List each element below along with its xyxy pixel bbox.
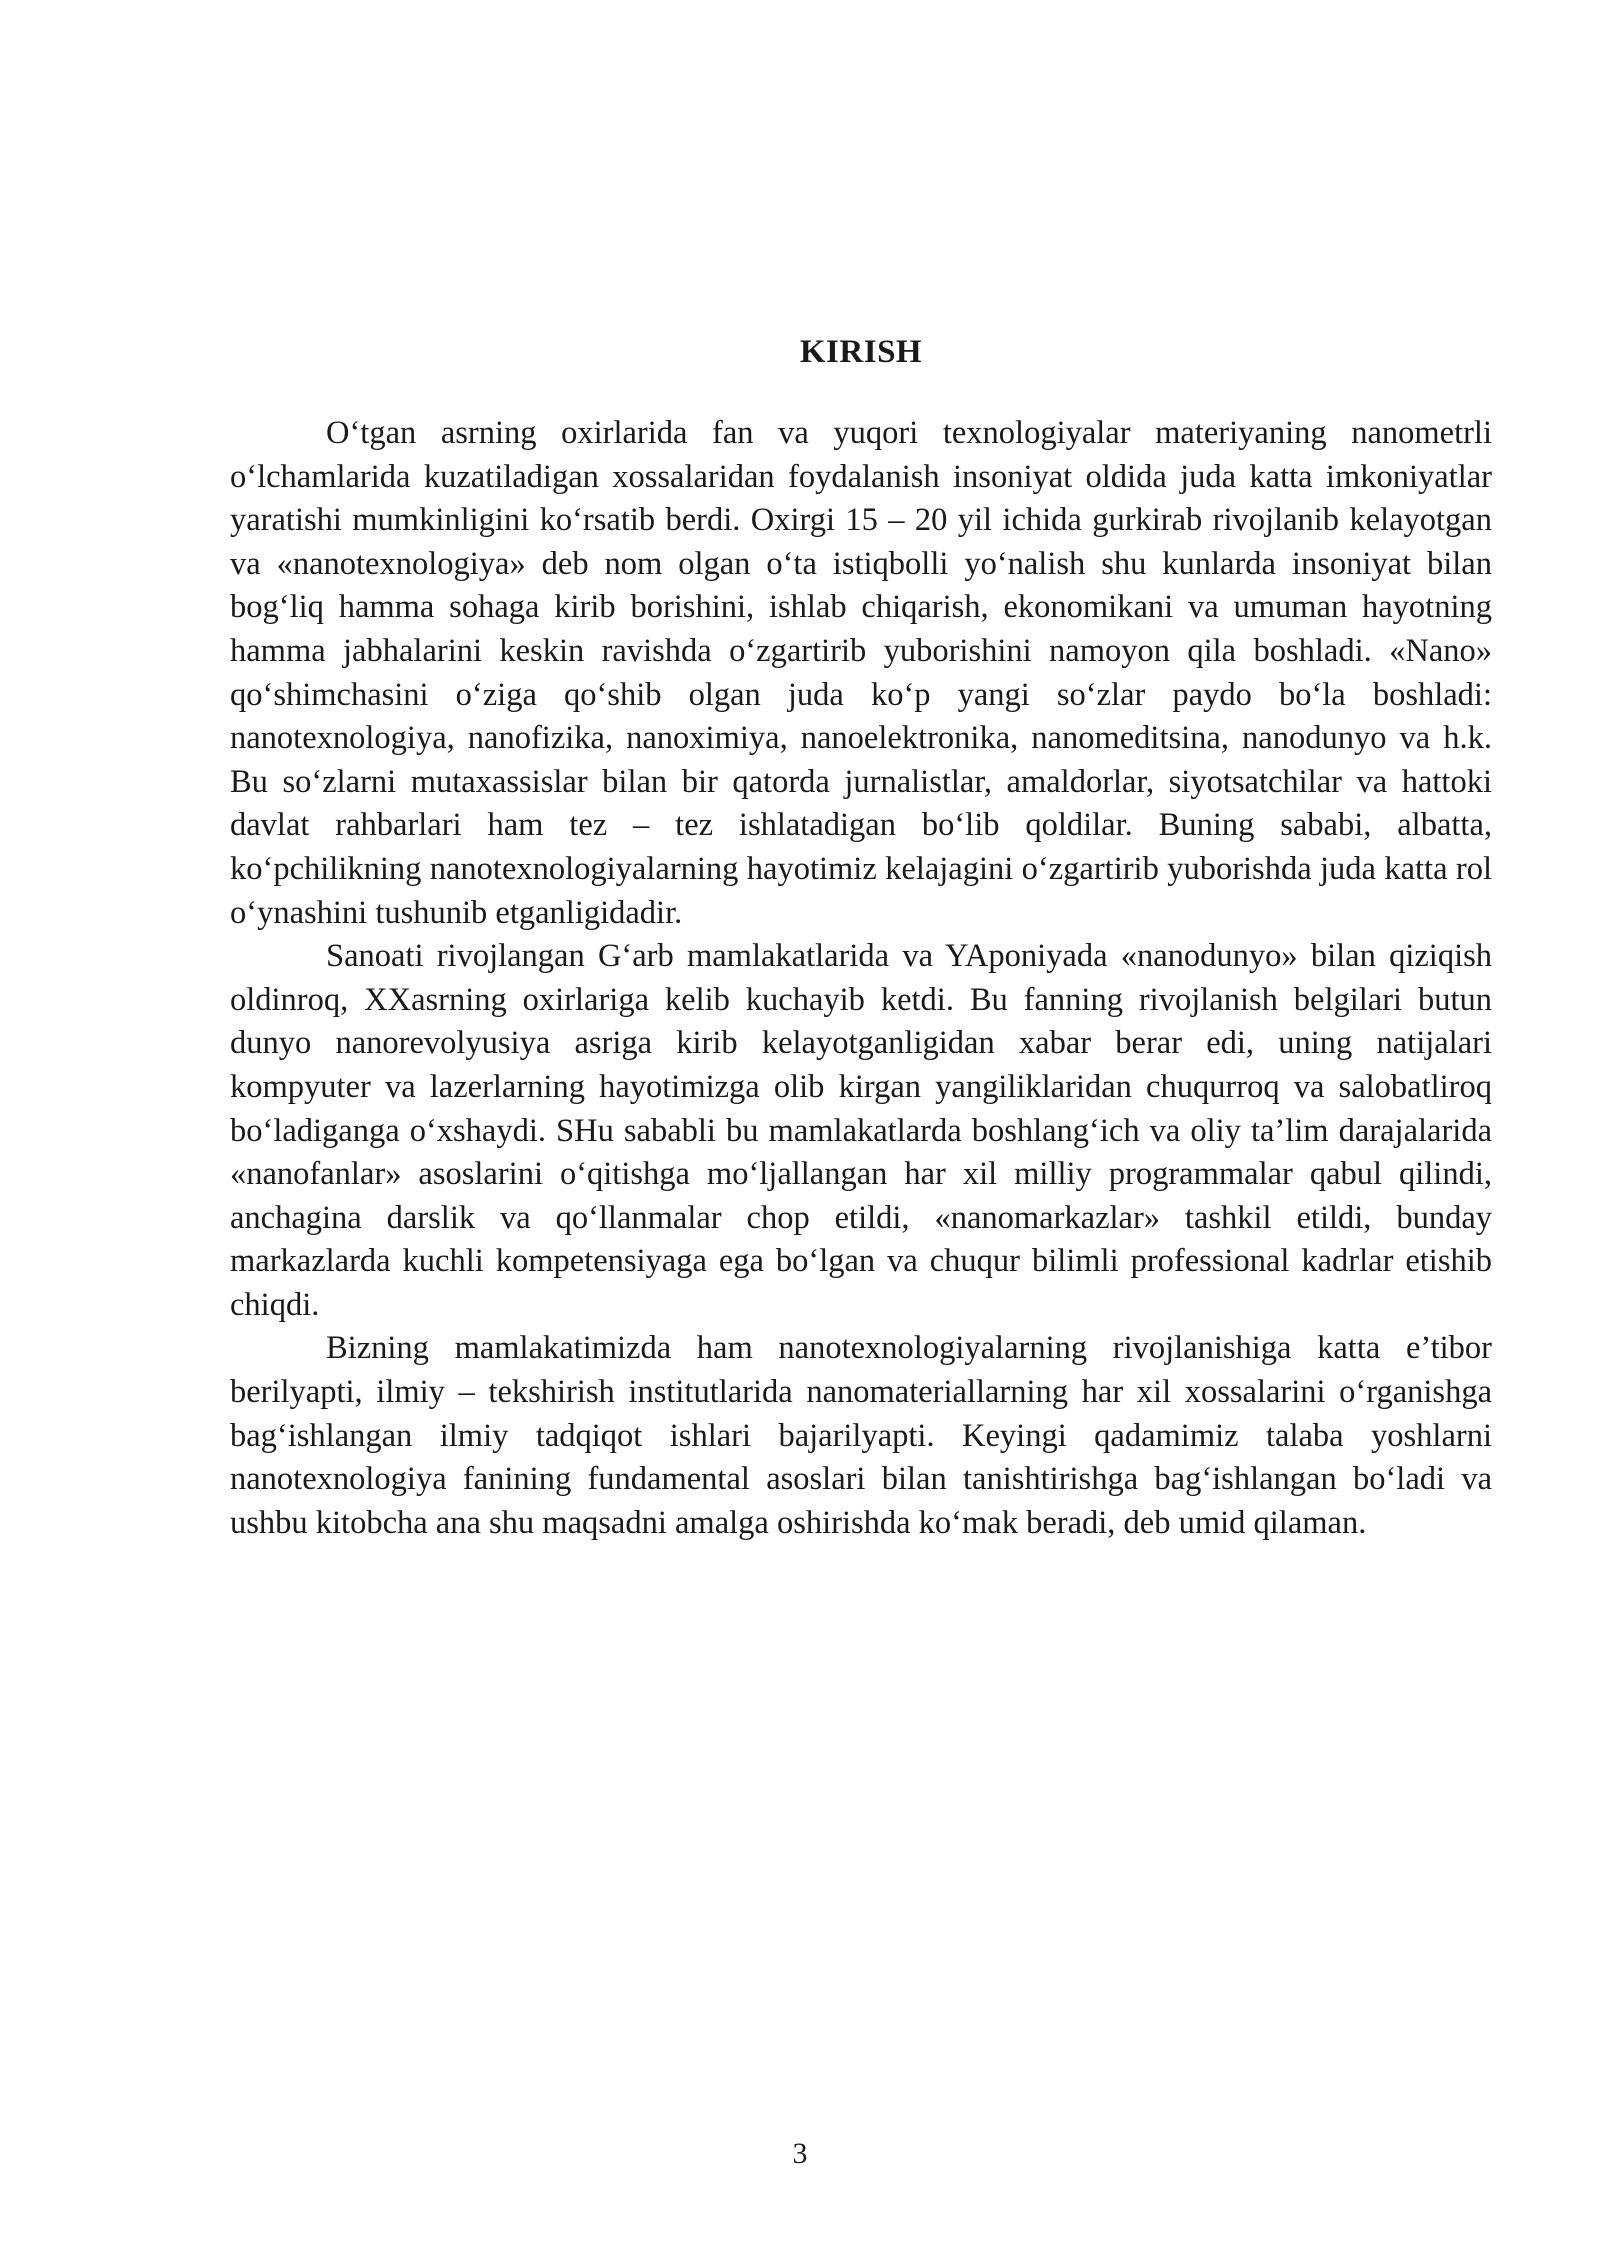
section-title: KIRISH — [799, 334, 923, 370]
paragraph-our-country: Bizning mamlakatimizda ham nanotexnologiyalarning rivojlanishiga katta e’tibor berilyapti, ilmiy – tekshirish institutlarida nanomateriallarning har xil xossalarini o‘rganishga bag‘ishlangan ilmiy tadqiqot ishlari bajarilyapti. Keyingi qadamimiz talaba yoshlarni nanotexnologiya fanining fundamental asoslari bilan tanishtirishga bag‘ishlangan bo‘ladi va ushbu kitobcha ana shu maqsadni amalga oshirishda ko‘mak beradi, deb umid qilaman. — [230, 1330, 1492, 1541]
paragraph-intro: O‘tgan asrning oxirlarida fan va yuqori texnologiyalar materiyaning nanometrli o‘lchamlarida kuzatiladigan xossalaridan foydalanish insoniyat oldida juda katta imkoniyatlar yaratishi mumkinligini ko‘rsatib berdi. Oxirgi 15 – 20 yil ichida gurkirab rivojlanib kelayotgan va «nanotexnologiya» deb nom olgan o‘ta istiqbolli yo‘nalish shu kunlarda insoniyat bilan bog‘liq hamma sohaga kirib borishini, ishlab chiqarish, ekonomikani va umuman hayotning hamma jabhalarini keskin ravishda o‘zgartirib yuborishini namoyon qila boshladi. «Nano» qo‘shimchasini o‘ziga qo‘shib olgan juda ko‘p yangi so‘zlar paydo bo‘la boshladi: nanotexnologiya, nanofizika, nanoximiya, nanoelektronika, nanomeditsina, nanodunyo va h.k. Bu so‘zlarni mutaxassislar bilan bir qatorda jurnalistlar, amaldorlar, siyotsatchilar va hattoki davlat rahbarlari ham tez – tez ishlatadigan bo‘lib qoldilar. Buning sababi, albatta, ko‘pchilikning nanotexnologiyalarning hayotimiz kelajagini o‘zgartirib yuborishda juda katta rol o‘ynashini tushunib etganligidadir. — [230, 415, 1492, 931]
paragraph-west-japan: Sanoati rivojlangan G‘arb mamlakatlarida va YAponiyada «nanodunyo» bilan qiziqish oldinroq, XXasrning oxirlariga kelib kuchayib ketdi. Bu fanning rivojlanish belgilari butun dunyo nanorevolyusiya asriga kirib kelayotganligidan xabar berar edi, uning natijalari kompyuter va lazerlarning hayotimizga olib kirgan yangiliklaridan chuqurroq va salobatliroq bo‘ladiganga o‘xshaydi. SHu sababli bu mamlakatlarda boshlang‘ich va oliy ta’lim darajalarida «nanofanlar» asoslarini o‘qitishga mo‘ljallangan har xil milliy programmalar qabul qilindi, anchagina darslik va qo‘llanmalar chop etildi, «nanomarkazlar» tashkil etildi, bunday markazlarda kuchli kompetensiyaga ega bo‘lgan va chuqur bilimli professional kadrlar etishib chiqdi. — [230, 938, 1492, 1323]
body-text — [230, 412, 1492, 1545]
page-number: 3 — [792, 2137, 808, 2170]
